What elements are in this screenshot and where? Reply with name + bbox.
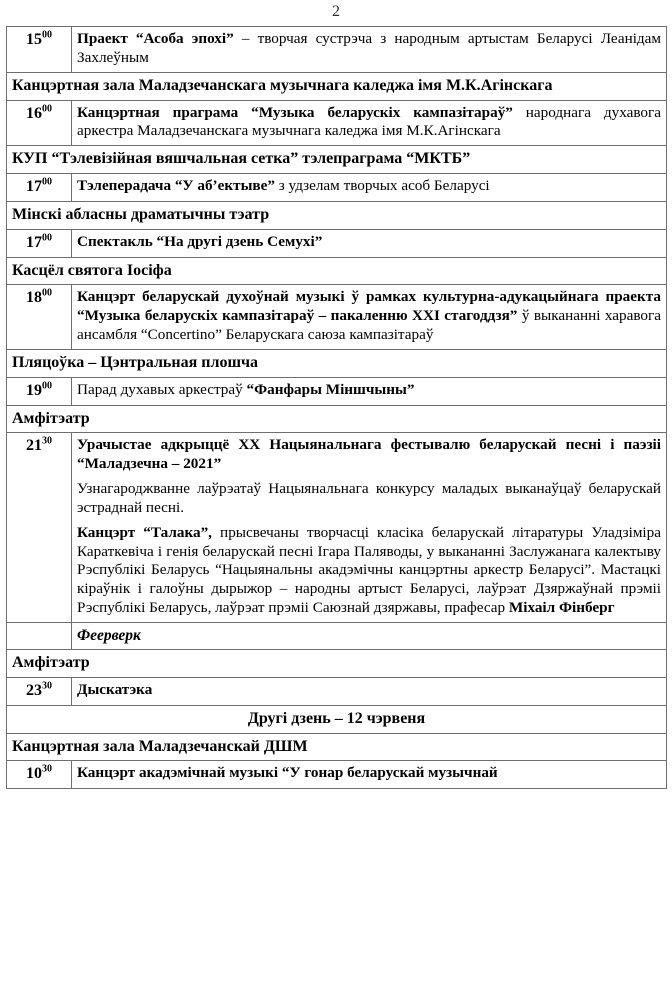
table-row [7,705,667,733]
emphasis-text: Спектакль “На другі дзень Семухі” [77,232,323,250]
event-time-hour: 17 [26,178,42,196]
table-row [7,349,667,377]
event-time [7,678,72,706]
event-description [72,229,667,257]
event-paragraph [77,177,661,196]
event-time-minutes: 30 [42,680,52,692]
table-row [7,761,667,789]
event-paragraph [77,681,661,700]
table-row [7,174,667,202]
event-description [72,174,667,202]
page-number: 2 [332,3,340,20]
table-row [7,229,667,257]
venue-heading: Канцэртная зала Маладзечанскага музычнага каледжа імя М.К.Агінскага [7,72,667,100]
event-paragraph [77,480,661,518]
event-paragraph [77,30,661,68]
schedule-table [6,26,667,789]
table-row [7,100,667,146]
event-time-hour: 16 [26,104,42,122]
event-description [72,433,667,623]
venue-heading: Амфітэатр [7,405,667,433]
body-text: Узнагароджванне лаўрэатаў Нацыянальнага конкурсу маладых выканаўцаў беларускай эстраднай песні. [77,480,661,516]
event-time-minutes: 00 [42,232,52,244]
event-description [72,100,667,146]
event-description [72,622,667,649]
emphasis-text: Міхаіл Фінберг [508,599,615,617]
event-time [7,27,72,73]
body-text: народнага духавога аркестра Маладзечанскага музычнага каледжа імя М.К.Агінскага [77,103,661,140]
body-text: – творчая сустрэча з народным артыстам Беларусі Леанідам Захлеўным [77,30,661,66]
body-text: з удзелам творчых асоб Беларусі [274,177,490,195]
event-time-minutes: 00 [42,288,52,300]
event-time-minutes: 30 [42,764,52,776]
event-time [7,174,72,202]
table-row [7,405,667,433]
body-text: ў выкананні харавога ансамбля “Concertino” Беларускага саюза кампазітараў [77,307,661,344]
event-time-hour: 10 [26,765,42,783]
venue-heading: Амфітэатр [7,650,667,678]
event-time [7,100,72,146]
venue-heading: Пляцоўка – Цэнтральная плошча [7,349,667,377]
event-time-minutes: 00 [42,176,52,188]
emphasis-text: Феерверк [77,626,141,644]
body-text: прысвечаны творчасці класіка беларускай літаратуры Уладзіміра Караткевіча і генія беларускай песні Ігара Паляводы, у выкананні Заслужанага калектыву Рэспублікі Беларусь “Нацыянальны акадэмічны канцэртны аркестр Беларусі”. Мастацкі кіраўнік і галоўны дырыжор – народны артыст Беларусі, лаўрэат Дзяржаўнай прэміі Рэспублікі Беларусь, лаўрэат прэміі Саюзнай дзяржавы, прафесар [77,523,661,617]
day-heading: Другі дзень – 12 чэрвеня [7,705,667,733]
emphasis-text: Канцэрт “Талака”, [77,523,212,541]
event-description [72,761,667,789]
table-row [7,433,667,623]
emphasis-text: Урачыстае адкрыццё XX Нацыянальнага фестывалю беларускай песні і паэзіі “Маладзечна – 2021” [77,436,661,473]
event-time [7,433,72,623]
event-time-hour: 18 [26,289,42,307]
event-time-hour: 15 [26,31,42,48]
emphasis-text: Канцэрт акадэмічнай музыкі “У гонар беларускай музычнай [77,764,498,782]
event-description [72,678,667,706]
emphasis-text: “Фанфары Міншчыны” [246,380,415,398]
emphasis-text: Тэлеперадача “У аб’ектыве” [77,177,275,195]
table-row [7,72,667,100]
event-paragraph [77,764,661,783]
event-time [7,229,72,257]
event-paragraph [77,288,661,345]
venue-heading: Мінскі абласны драматычны тэатр [7,201,667,229]
event-description [72,27,667,73]
emphasis-text: Канцэртная праграма “Музыка беларускіх кампазітараў” [77,103,513,121]
event-time [7,377,72,405]
event-description [72,377,667,405]
event-paragraph [77,381,661,400]
event-time-minutes: 00 [42,103,52,115]
table-row [7,27,667,73]
table-row [7,201,667,229]
event-paragraph [77,524,661,618]
venue-heading: КУП “Тэлевізійная вяшчальная сетка” тэлепраграма “МКТБ” [7,146,667,174]
emphasis-text: Дыскатэка [77,681,153,698]
table-row [7,285,667,350]
table-row [7,257,667,285]
event-time-hour: 21 [26,437,42,455]
body-text: Парад духавых аркестраў [77,380,247,398]
table-row [7,678,667,706]
table-row [7,146,667,174]
event-time [7,622,72,649]
event-time-minutes: 00 [42,380,52,392]
event-description [72,285,667,350]
event-time [7,761,72,789]
emphasis-text: Канцэрт беларускай духоўнай музыкі ў рамках культурна-адукацыйнага праекта “Музыка беларускіх кампазітараў – пакаленню XXI стагоддзя” [77,288,661,325]
event-time-hour: 17 [26,233,42,251]
table-row [7,377,667,405]
venue-heading: Касцёл святога Іосіфа [7,257,667,285]
event-paragraph [77,436,661,474]
event-time [7,285,72,350]
event-paragraph [77,233,661,252]
event-time-hour: 23 [26,682,42,699]
table-row [7,733,667,761]
emphasis-text: Праект “Асоба эпохі” [77,30,234,47]
event-paragraph [77,104,661,142]
event-time-minutes: 30 [42,436,52,448]
table-row [7,650,667,678]
event-paragraph [77,626,661,645]
table-row [7,622,667,649]
event-time-hour: 19 [26,381,42,399]
venue-heading: Канцэртная зала Маладзечанскай ДШМ [7,733,667,761]
event-time-minutes: 00 [42,29,52,41]
